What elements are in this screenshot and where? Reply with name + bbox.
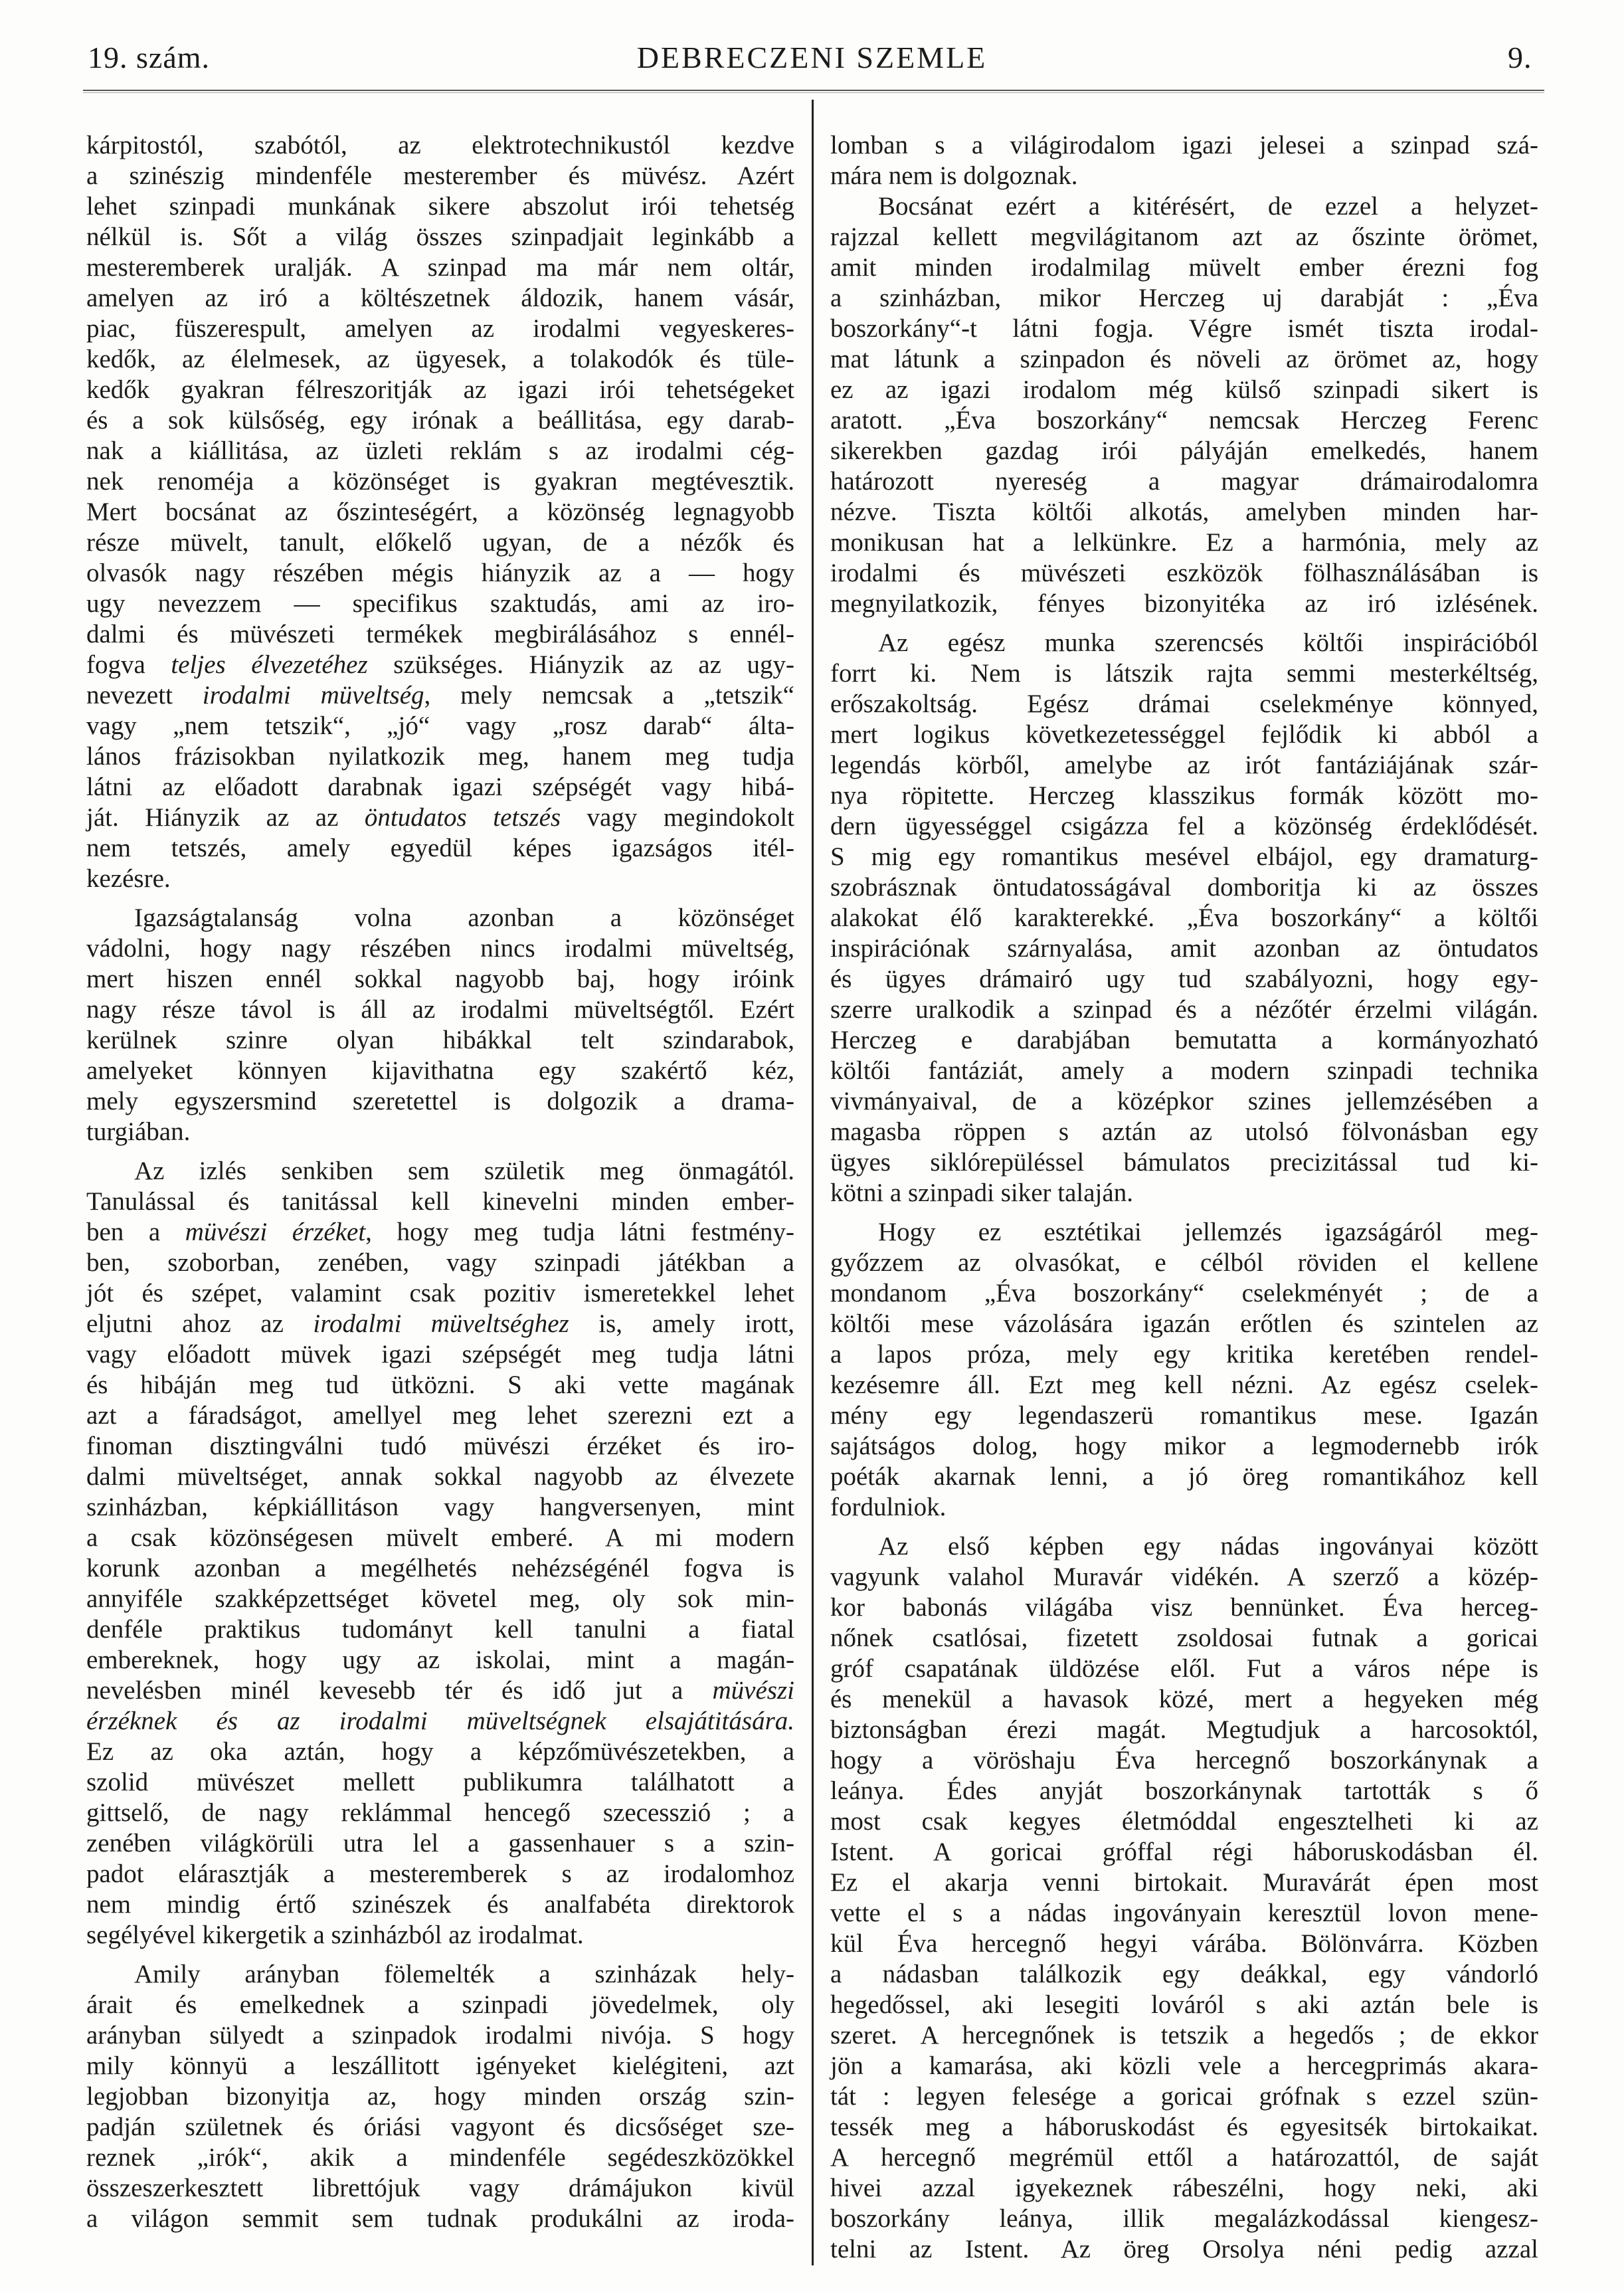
text-line: a világon semmit sem tudnak produkálni az iroda- xyxy=(86,2204,794,2233)
text-line: piac, füszerespult, amelyen az irodalmi vegyeskeres- xyxy=(86,314,794,343)
italic-text: müvészi xyxy=(712,1676,794,1705)
text-line: alakokat élő karakterekké. „Éva boszorkány“ a költői xyxy=(830,904,1538,932)
text-line: amelyeket könnyen kijavithatna egy szakértő kéz, xyxy=(86,1056,794,1085)
text-line: mert hiszen ennél sokkal nagyobb baj, hogy iróink xyxy=(86,965,794,993)
text-segment: vagy megindokolt xyxy=(561,803,795,832)
text-line: szerre uralkodik a szinpad és a nézőtér érzelmi világán. xyxy=(830,995,1538,1024)
text-line: kor babonás világába visz bennünket. Éva herceg- xyxy=(830,1593,1538,1622)
text-segment: eljutni ahoz az xyxy=(86,1309,314,1338)
text-line: arányban sülyedt a szinpadok irodalmi nivója. S hogy xyxy=(86,2021,794,2050)
text-line: rajzzal kellett megvilágitanom azt az őszinte örömet, xyxy=(830,223,1538,251)
text-line: látni az előadott darabnak igazi szépségét vagy hibá- xyxy=(86,773,794,801)
text-line: lehet szinpadi munkának sikere abszolut irói tehetség xyxy=(86,192,794,221)
text-line: A hercegnő megrémül ettől a határozattól, de saját xyxy=(830,2143,1538,2172)
text-line: telni az Istent. Az öreg Orsolya néni pedig azzal xyxy=(830,2235,1538,2263)
text-line: és hibáján meg tud ütközni. S aki vette magának xyxy=(86,1371,794,1399)
text-line: segélyével kikergetik a szinházból az irodalmat. xyxy=(86,1921,584,1949)
text-segment: , hogy meg tudja látni festmény- xyxy=(365,1218,794,1246)
italic-text: öntudatos tetszés xyxy=(364,803,561,832)
text-line: határozott nyereség a magyar drámairodalomra xyxy=(830,467,1538,496)
text-segment: nevelésben minél kevesebb tér és idő jut a xyxy=(86,1676,713,1705)
text-segment: ben a xyxy=(86,1218,185,1246)
text-line xyxy=(86,1217,794,1248)
text-line: lomban s a világirodalom igazi jelesei a szinpad szá- xyxy=(830,131,1538,159)
text-line: finoman disztingválni tudó müvészi érzéket és iro- xyxy=(86,1432,794,1460)
text-line: vagy előadott müvek igazi szépségét meg tudja látni xyxy=(86,1340,794,1369)
journal-title: DEBRECZENI SZEMLE xyxy=(636,41,988,74)
text-line: ez az igazi irodalom még külső szinpadi sikert is xyxy=(830,375,1538,404)
text-line: jót és szépet, valamint csak pozitiv ismeretekkel lehet xyxy=(86,1279,794,1307)
text-line: amit minden irodalmilag müvelt ember érezni fog xyxy=(830,253,1538,282)
text-line: vagy „nem tetszik“, „jó“ vagy „rosz darab“ álta- xyxy=(86,712,794,740)
text-line: a csak közönségesen müvelt emberé. A mi modern xyxy=(86,1523,794,1552)
text-line: gróf csapatának üldözése elől. Fut a város népe is xyxy=(830,1654,1538,1683)
text-line: gittselő, de nagy reklámmal hencegő szecesszió ; a xyxy=(86,1798,794,1827)
text-line: magasba röppen s aztán az utolsó fölvonásban egy xyxy=(830,1117,1538,1146)
text-line: legjobban bizonyitja az, hogy minden ország szin- xyxy=(86,2082,794,2111)
text-line: hogy a vöröshaju Éva hercegnő boszorkánynak a xyxy=(830,1746,1538,1774)
text-line: boszorkány“-t látni fogja. Végre ismét tiszta irodal- xyxy=(830,314,1538,343)
text-line: S mig egy romantikus mesével elbájol, egy dramaturg- xyxy=(830,842,1538,871)
text-line: irodalmi és müvészeti eszközök fölhasználásában is xyxy=(830,559,1538,587)
text-line: része müvelt, tanult, előkelő ugyan, de a nézők és xyxy=(86,528,794,557)
text-line: Az egész munka szerencsés költői inspirációból xyxy=(878,628,1538,657)
text-line: zenében világkörüli utra lel a gassenhauer s a szin- xyxy=(86,1829,794,1858)
text-line: erőszakoltság. Egész drámai cselekménye könnyed, xyxy=(830,690,1538,718)
text-line: mert logikus következetességgel fejlődik ki abból a xyxy=(830,720,1538,749)
text-line: olvasók nagy részében mégis hiányzik az a — hogy xyxy=(86,559,794,587)
text-line: mesteremberek uralják. A szinpad ma már nem oltár, xyxy=(86,253,794,282)
text-line: nak a kiállitása, az üzleti reklám s az irodalmi cég- xyxy=(86,436,794,465)
text-line: annyiféle szakképzettséget követel meg, oly sok min- xyxy=(86,1584,794,1613)
text-line: boszorkány leánya, illik megalázkodással kiengesz- xyxy=(830,2204,1538,2233)
text-line: a lapos próza, mely egy kritika keretében rendel- xyxy=(830,1340,1538,1369)
text-line: hegedőssel, aki lesegiti lováról s aki aztán bele is xyxy=(830,1990,1538,2019)
text-line: Amily arányban fölemelték a szinházak hely- xyxy=(134,1960,794,1988)
text-line: padot elárasztják a mesteremberek s az irodalomhoz xyxy=(86,1860,794,1888)
text-line: kezésemre áll. Ezt meg kell nézni. Az egész cselek- xyxy=(830,1371,1538,1399)
text-line: azt a fáradságot, amellyel meg lehet szerezni ezt a xyxy=(86,1401,794,1430)
text-line: kedők gyakran félreszoritják az igazi irói tehetségeket xyxy=(86,375,794,404)
text-segment: , mely nemcsak a „tetszik“ xyxy=(424,681,794,710)
text-column-left xyxy=(86,130,794,2234)
text-line: szobrásznak öntudatosságával domboritja ki az összes xyxy=(830,873,1538,902)
text-line: biztonságban érezi magát. Megtudjuk a harcosoktól, xyxy=(830,1715,1538,1744)
text-line: és a sok külsőség, egy irónak a beállitása, egy darab- xyxy=(86,406,794,434)
text-line: embereknek, hogy ugy az iskolai, mint a magán- xyxy=(86,1646,794,1674)
text-line: Herczeg e darabjában bemutatta a kormányozható xyxy=(830,1026,1538,1054)
text-line: és ügyes drámairó ugy tud szabályozni, hogy egy- xyxy=(830,965,1538,993)
text-line: inspirációnak szárnyalása, amit azonban az öntudatos xyxy=(830,934,1538,963)
text-line: nem mindig értő szinészek és analfabéta direktorok xyxy=(86,1890,794,1919)
text-line: Ez az oka aztán, hogy a képzőmüvészetekben, a xyxy=(86,1737,794,1766)
text-line: a szinészig mindenféle mesterember és müvész. Azért xyxy=(86,161,794,190)
text-line: a nádasban találkozik egy deákkal, egy vándorló xyxy=(830,1960,1538,1988)
text-line: Tanulással és tanitással kell kinevelni minden ember- xyxy=(86,1187,794,1216)
text-line: vádolni, hogy nagy részében nincs irodalmi müveltség, xyxy=(86,934,794,963)
text-line: tessék meg a háboruskodást és egyesitsék birtokaikat. xyxy=(830,2113,1538,2141)
text-line xyxy=(86,680,794,711)
text-line: turgiában. xyxy=(86,1117,191,1146)
text-segment: fogva xyxy=(86,650,171,679)
text-line: szeret. A hercegnőnek is tetszik a hegedős ; de ekkor xyxy=(830,2021,1538,2050)
column-divider xyxy=(812,100,814,2265)
text-line: nézve. Tiszta költői alkotás, amelyben minden har- xyxy=(830,498,1538,526)
text-line: nek renoméja a közönséget is gyakran megtévesztik. xyxy=(86,467,794,496)
text-line: fordulniok. xyxy=(830,1493,947,1521)
italic-text: érzéknek és az irodalmi müveltségnek elsajátitására. xyxy=(86,1707,794,1735)
text-line: kezésre. xyxy=(86,864,171,893)
text-line: reznek „irók“, akik a mindenféle segédeszközökkel xyxy=(86,2143,794,2172)
text-line: ben, szoborban, zenében, vagy szinpadi játékban a xyxy=(86,1248,794,1277)
text-line: a szinházban, mikor Herczeg uj darabját : „Éva xyxy=(830,284,1538,312)
text-line: padján születnek és óriási vagyont és dicsőséget sze- xyxy=(86,2113,794,2141)
text-line: poéták akarnak lenni, a jó öreg romantikához kell xyxy=(830,1462,1538,1491)
text-line: árait és emelkednek a szinpadi jövedelmek, oly xyxy=(86,1990,794,2019)
text-line: kötni a szinpadi siker talaján. xyxy=(830,1179,1133,1207)
text-line: költői fantáziát, amely a modern szinpadi technika xyxy=(830,1056,1538,1085)
text-line: lános frázisokban nyilatkozik meg, hanem meg tudja xyxy=(86,742,794,771)
text-line: mény egy legendaszerü romantikus mese. Igazán xyxy=(830,1401,1538,1430)
text-line: aratott. „Éva boszorkány“ nemcsak Herczeg Ferenc xyxy=(830,406,1538,434)
text-line: kerülnek szinre olyan hibákkal telt szindarabok, xyxy=(86,1026,794,1054)
text-line: Mert bocsánat az őszinteségért, a közönség legnagyobb xyxy=(86,498,794,526)
italic-text: müvészi érzéket xyxy=(185,1218,366,1246)
text-line: kül Éva hercegnő hegyi várába. Bölönvárra. Közben xyxy=(830,1929,1538,1958)
text-line: nem tetszés, amely egyedül képes igazságos itél- xyxy=(86,834,794,862)
text-line: Hogy ez esztétikai jellemzés igazságáról meg- xyxy=(878,1218,1538,1246)
text-line: dalmi és müvészeti termékek megbirálásához s ennél- xyxy=(86,620,794,648)
text-line xyxy=(86,803,794,833)
text-line: Bocsánat ezért a kitérésért, de ezzel a helyzet- xyxy=(878,192,1538,221)
text-line: nélkül is. Sőt a világ összes szinpadjait leginkább a xyxy=(86,223,794,251)
text-line: legendás körből, amelybe az irót fantáziájának szár- xyxy=(830,751,1538,779)
text-line: mat látunk a szinpadon és növeli az örömet az, hogy xyxy=(830,345,1538,373)
text-line: dern ügyességgel csigázza fel a közönség érdeklődését. xyxy=(830,812,1538,840)
header-rule xyxy=(83,90,1544,91)
text-line: szolid müvészet mellett publikumra találhatott a xyxy=(86,1768,794,1796)
issue-number: 19. szám. xyxy=(88,41,211,74)
text-segment: szükséges. Hiányzik az az ugy- xyxy=(367,650,794,679)
text-column-right xyxy=(830,130,1538,2265)
text-line xyxy=(86,1706,794,1737)
text-line: most csak kegyes életmóddal engesztelheti ki az xyxy=(830,1807,1538,1836)
text-line xyxy=(86,1675,794,1706)
header-rule-thin xyxy=(83,92,1544,93)
text-segment: nevezett xyxy=(86,681,203,710)
text-line: Istent. A goricai gróffal régi háboruskodásban él. xyxy=(830,1838,1538,1866)
italic-text: irodalmi müveltséghez xyxy=(313,1309,569,1338)
text-segment: ját. Hiányzik az az xyxy=(86,803,365,832)
text-line: amelyen az iró a költészetnek áldozik, hanem vásár, xyxy=(86,284,794,312)
text-line: vagyunk valahol Muravár vidékén. A szerző a közép- xyxy=(830,1563,1538,1591)
text-line: Az első képben egy nádas ingoványai között xyxy=(878,1532,1538,1561)
text-line: vivmányaival, de a középkor szines jellemzésében a xyxy=(830,1087,1538,1115)
text-line: sikerekben gazdag irói pályáján emelkedés, hanem xyxy=(830,436,1538,465)
text-line: összeszerkesztett librettójuk vagy drámájukon kivül xyxy=(86,2174,794,2202)
text-line: vette el s a nádas ingoványain keresztül lovon mene- xyxy=(830,1899,1538,1927)
text-line: ügyes siklórepüléssel bámulatos precizitással tud ki- xyxy=(830,1148,1538,1177)
text-line: forrt ki. Nem is látszik rajta semmi mesterkéltség, xyxy=(830,659,1538,688)
text-line: hivei azzal igyekeznek rábeszélni, hogy neki, aki xyxy=(830,2174,1538,2202)
text-line: leánya. Édes anyját boszorkánynak tartották s ő xyxy=(830,1776,1538,1805)
page-number: 9. xyxy=(1508,41,1532,74)
text-line: Igazságtalanság volna azonban a közönséget xyxy=(134,904,794,932)
text-line: kedők, az élelmesek, az ügyesek, a tolakodók és tüle- xyxy=(86,345,794,373)
text-line: mára nem is dolgoznak. xyxy=(830,161,1078,190)
text-line: dalmi müveltséget, annak sokkal nagyobb az élvezete xyxy=(86,1462,794,1491)
text-segment: is, amely irott, xyxy=(569,1309,794,1338)
text-line: nya röpitette. Herczeg klasszikus formák között mo- xyxy=(830,781,1538,810)
text-line: Ez el akarja venni birtokait. Muravárát épen most xyxy=(830,1868,1538,1897)
text-line: és menekül a havasok közé, mert a hegyeken még xyxy=(830,1685,1538,1713)
text-line: nőnek csatlósai, fizetett zsoldosai futnak a goricai xyxy=(830,1624,1538,1652)
text-line: denféle praktikus tudományt kell tanulni a fiatal xyxy=(86,1615,794,1644)
text-line: nagy része távol is áll az irodalmi müveltségtől. Ezért xyxy=(86,995,794,1024)
text-line: tát : legyen felesége a goricai grófnak s ezzel szün- xyxy=(830,2082,1538,2111)
text-line: győzzem az olvasókat, e célból röviden el kellene xyxy=(830,1248,1538,1277)
text-line: szinházban, képkiállitáson vagy hangversenyen, mint xyxy=(86,1493,794,1521)
text-line: mondanom „Éva boszorkány“ cselekményét ; de a xyxy=(830,1279,1538,1307)
text-line: költői mese vázolására igazán erőtlen és szintelen az xyxy=(830,1309,1538,1338)
italic-text: teljes élvezetéhez xyxy=(171,650,368,679)
text-line xyxy=(86,1309,794,1339)
text-line: kárpitostól, szabótól, az elektrotechnikustól kezdve xyxy=(86,131,794,159)
text-line: ugy nevezzem — specifikus szaktudás, ami az iro- xyxy=(86,589,794,618)
text-line: mely egyszersmind szeretettel is dolgozik a drama- xyxy=(86,1087,794,1115)
text-line xyxy=(86,650,794,680)
text-line: mily könnyü a leszállitott igényeket kielégiteni, azt xyxy=(86,2052,794,2080)
italic-text: irodalmi müveltség xyxy=(202,681,424,710)
text-line: jön a kamarása, aki közli vele a hercegprimás akara- xyxy=(830,2052,1538,2080)
text-line: sajátságos dolog, hogy mikor a legmodernebb irók xyxy=(830,1432,1538,1460)
text-line: monikusan hat a lelkünkre. Ez a harmónia, mely az xyxy=(830,528,1538,557)
text-line: korunk azonban a megélhetés nehézségénél fogva is xyxy=(86,1554,794,1582)
text-line: megnyilatkozik, fényes bizonyitéka az iró izlésének. xyxy=(830,589,1538,618)
text-line: Az izlés senkiben sem születik meg önmagától. xyxy=(134,1157,794,1185)
